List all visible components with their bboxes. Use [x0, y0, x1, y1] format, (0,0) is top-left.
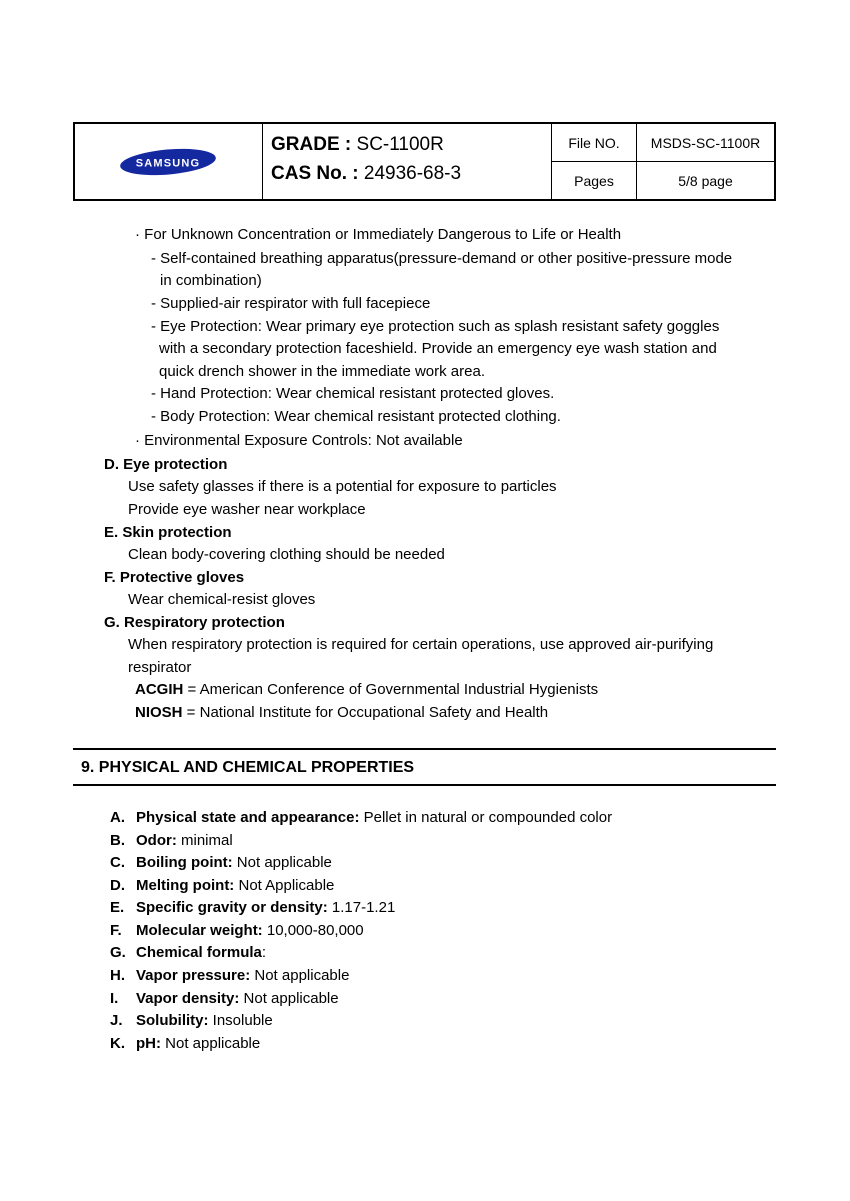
prop-label: Melting point:: [136, 877, 235, 894]
prop-label: Specific gravity or density:: [136, 899, 328, 916]
prop-letter: J.: [110, 1012, 123, 1029]
prop-value: :: [261, 944, 267, 961]
list-item: [136, 854, 332, 871]
list-item: [136, 990, 339, 1007]
document-header-table: [73, 122, 776, 201]
file-no-label: File NO.: [552, 124, 637, 161]
section-d-line1: Use safety glasses if there is a potential for exposure to particles: [128, 478, 557, 495]
prop-label: Vapor density:: [136, 990, 240, 1007]
acgih-abbr: ACGIH: [135, 681, 184, 698]
prop-value: Not applicable: [250, 967, 350, 984]
logo-cell: [75, 124, 263, 199]
niosh-line: [135, 704, 548, 722]
grade-value: SC-1100R: [356, 134, 444, 155]
prop-letter: H.: [110, 967, 125, 984]
section-9-title: 9. PHYSICAL AND CHEMICAL PROPERTIES: [81, 759, 415, 776]
section-e-title: E. Skin protection: [104, 524, 232, 541]
section-d-line2: Provide eye washer near workplace: [128, 501, 366, 518]
pages-label: Pages: [552, 162, 637, 199]
body-protection-line: - Body Protection: Wear chemical resistant protected clothing.: [151, 408, 561, 425]
prop-letter: I.: [110, 990, 119, 1007]
pages-row: [552, 162, 774, 199]
prop-letter: E.: [110, 899, 125, 916]
cas-value: 24936-68-3: [363, 163, 462, 184]
niosh-def: = National Institute for Occupational Safety and Health: [182, 704, 549, 721]
section-g-line2: respirator: [128, 659, 192, 676]
cas-label: CAS No. :: [271, 163, 359, 184]
section-e-line1: Clean body-covering clothing should be needed: [128, 546, 445, 563]
prop-label: Vapor pressure:: [136, 967, 251, 984]
section-divider-top: [73, 748, 776, 750]
prop-value: Not applicable: [161, 1035, 261, 1052]
prop-letter: D.: [110, 877, 125, 894]
prop-value: Not applicable: [239, 990, 339, 1007]
scba-line-cont: in combination): [160, 272, 262, 289]
file-no-row: [552, 124, 774, 162]
prop-letter: B.: [110, 832, 125, 849]
grade-line: [271, 134, 444, 156]
prop-value: Insoluble: [208, 1012, 273, 1029]
eye-protection-line: - Eye Protection: Wear primary eye protection such as splash resistant safety goggles: [151, 318, 720, 335]
list-item: [136, 1012, 273, 1029]
prop-value: Pellet in natural or compounded color: [359, 809, 613, 826]
section-g-line1: When respiratory protection is required for certain operations, use approved air-purifying: [128, 636, 714, 653]
prop-label: Chemical formula: [136, 944, 262, 961]
prop-value: 1.17-1.21: [327, 899, 396, 916]
prop-letter: A.: [110, 809, 125, 826]
meta-cells: [552, 124, 774, 199]
section-f-line1: Wear chemical-resist gloves: [128, 591, 316, 608]
bullet-unknown-concentration: · For Unknown Concentration or Immediately Dangerous to Life or Health: [135, 226, 622, 243]
list-item: [136, 899, 395, 916]
section-g-title: G. Respiratory protection: [104, 614, 285, 631]
prop-letter: G.: [110, 944, 126, 961]
list-item: [136, 1035, 260, 1052]
file-no-value: MSDS-SC-1100R: [650, 134, 761, 151]
prop-value: Not applicable: [232, 854, 332, 871]
prop-value: minimal: [176, 832, 233, 849]
cas-line: [271, 163, 461, 185]
grade-label: GRADE :: [271, 134, 352, 155]
acgih-line: [135, 681, 598, 699]
section-f-title: F. Protective gloves: [104, 569, 245, 586]
prop-label: Solubility:: [136, 1012, 209, 1029]
prop-label: Boiling point:: [136, 854, 233, 871]
grade-cell: [262, 124, 552, 199]
prop-value: Not Applicable: [234, 877, 335, 894]
section-divider-bottom: [73, 784, 776, 786]
eye-protection-line-cont: with a secondary protection faceshield. Provide an emergency eye wash station and: [159, 340, 717, 357]
list-item: [136, 877, 334, 894]
pages-value: 5/8 page: [678, 172, 733, 189]
eye-protection-line-cont2: quick drench shower in the immediate work area.: [159, 363, 485, 380]
prop-value: 10,000-80,000: [262, 922, 364, 939]
prop-label: Molecular weight:: [136, 922, 263, 939]
prop-letter: C.: [110, 854, 125, 871]
supplied-air-line: - Supplied-air respirator with full facepiece: [151, 295, 431, 312]
list-item: [136, 832, 233, 849]
prop-label: pH:: [136, 1035, 161, 1052]
list-item: [136, 809, 612, 826]
section-d-title: D. Eye protection: [104, 456, 228, 473]
prop-label: Odor:: [136, 832, 177, 849]
samsung-logo: [119, 148, 217, 176]
prop-letter: F.: [110, 922, 122, 939]
bullet-environmental: · Environmental Exposure Controls: Not available: [135, 432, 463, 449]
logo-text: SAMSUNG: [135, 157, 201, 170]
scba-line: - Self-contained breathing apparatus(pressure-demand or other positive-pressure mode: [151, 250, 733, 267]
niosh-abbr: NIOSH: [135, 704, 183, 721]
list-item: [136, 944, 266, 961]
acgih-def: = American Conference of Governmental Industrial Hygienists: [183, 681, 599, 698]
hand-protection-line: - Hand Protection: Wear chemical resistant protected gloves.: [151, 385, 555, 402]
list-item: [136, 967, 349, 984]
list-item: [136, 922, 364, 939]
prop-letter: K.: [110, 1035, 125, 1052]
prop-label: Physical state and appearance:: [136, 809, 360, 826]
